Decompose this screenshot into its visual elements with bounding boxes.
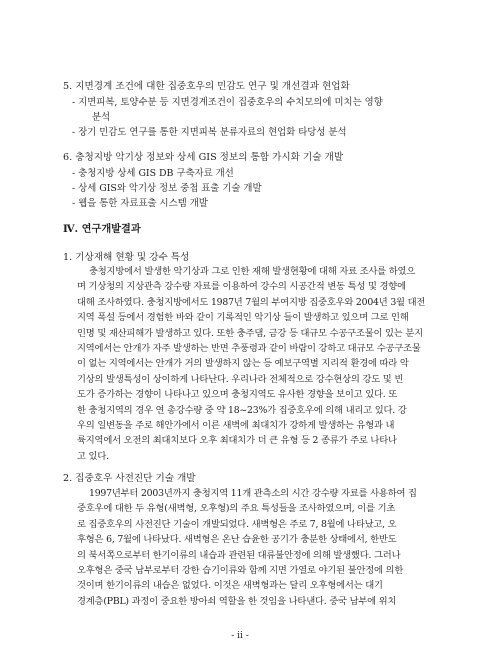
paragraph-line: 이 없는 지역에서는 안개가 거의 발생하지 않는 등 예보구역별 지리적 환경에 따라 악 (77, 358, 409, 370)
paragraph-line: 1997년부터 2003년까지 충청지역 11개 관측소의 시간 강수량 자료를 사용하여 집 (89, 488, 417, 499)
subsection-2-body (77, 486, 417, 609)
paragraph-line: 며 기상청의 지상관측 강수량 자료를 이용하여 강수의 시공간적 변동 특성 및 경향에 (77, 281, 406, 293)
paragraph-line: 의 북서쪽으로부터 한기이류의 내습과 관련된 대류불안정에 의해 발생했다. 그러나 (77, 549, 401, 561)
paragraph-line: 지역에서는 안개가 자주 발생하는 반면 추풍령과 같이 바람이 강하고 대규모 수공구조물 (77, 343, 421, 355)
section-6-item-2: - 상세 GIS와 악기상 정보 중첩 표출 기술 개발 (72, 183, 262, 194)
subsection-1-body (77, 264, 426, 464)
paragraph-line: 충청지방에서 발생한 악기상과 그로 인한 재해 발생현황에 대해 자료 조사를 하였으 (89, 266, 416, 277)
paragraph-line: 륙지역에서 오전의 최대치보다 오후 최대치가 더 큰 유형 등 2 종류가 주로 나타나 (77, 435, 397, 447)
section-6-title: 6. 충청지방 악기상 정보와 상세 GIS 정보의 통합 가시화 기술 개발 (63, 152, 344, 163)
paragraph-line: 경계층(PBL) 과정이 중요한 방아쇠 역할을 한 것임을 나타낸다. 중국 남부에 위치 (77, 595, 397, 607)
paragraph-line: 로 집중호우의 사전진단 기술이 개발되었다. 새벽형은 주로 7, 8월에 나타났고, 오 (77, 518, 397, 530)
section-6-item-3: - 웹을 통한 자료표출 시스템 개발 (72, 198, 208, 209)
paragraph-line: 지역 폭설 등에서 경험한 바와 같이 기록적인 악기상 들이 발생하고 있으며 그로 인해 (77, 312, 409, 324)
paragraph-line: 오후형은 중국 남부로부터 강한 습기이류와 함께 지면 가열로 야기된 불안정에 의한 (77, 565, 404, 577)
chapter-title: Ⅳ. 연구개발결과 (63, 223, 141, 235)
paragraph-line: 것이며 한기이류의 내습은 없었다. 이것은 새벽형과는 달리 오후형에서는 대기 (77, 580, 383, 592)
section-5-item-2: - 장기 민감도 연구를 통한 지면피복 분류자료의 현업화 타당성 분석 (72, 127, 347, 138)
section-5-item-1-cont: 분석 (92, 112, 111, 123)
section-5-title: 5. 지면경계 조건에 대한 집중호우의 민감도 연구 및 개선결과 현업화 (63, 81, 350, 92)
section-5-item-1: - 지면피복, 토양수분 등 지면경계조건이 집중호우의 수치모의에 미치는 영향 (72, 97, 383, 108)
paragraph-line: 후형은 6, 7월에 나타났다. 새벽형은 온난 습윤한 공기가 충분한 상태에서, 한반도 (77, 534, 397, 546)
subsection-1-title: 1. 기상재해 현황 및 강수 특성 (63, 252, 190, 263)
paragraph-line: 대해 조사하였다. 충청지방에서도 1987년 7월의 부여지방 집중호우와 2004년 3월 대전 (77, 296, 426, 308)
section-6-item-1: - 충청지방 상세 GIS DB 구축자료 개선 (72, 168, 234, 179)
paragraph-line: 고 있다. (77, 450, 109, 462)
subsection-2-title: 2. 집중호우 사전진단 기술 개발 (63, 473, 196, 484)
paragraph-line: 인명 및 재산피해가 발생하고 있다. 또한 충주댐, 금강 등 대규모 수공구조물이 있는 분지 (77, 327, 423, 339)
paragraph-line: 중호우에 대한 두 유형(새벽형, 오후형)의 주요 특성들을 조사하였으며, 이를 기초 (77, 503, 396, 515)
paragraph-line: 도가 증가하는 경향이 나타나고 있으며 충청지역도 유사한 경향을 보이고 있다. 또 (77, 389, 398, 401)
paragraph-line: 기상의 발생특성이 상이하게 나타난다. 우리나라 전체적으로 강수현상의 강도 및 빈 (77, 373, 404, 385)
paragraph-line: 우의 일변동을 주로 해안가에서 이른 새벽에 최대치가 강하게 발생하는 유형과 내 (77, 420, 395, 432)
page-number: - ii - (231, 631, 249, 641)
paragraph-line: 한 충청지역의 경우 연 총강수량 중 약 18~23%가 집중호우에 의해 내리고 있다. 강 (77, 404, 407, 416)
